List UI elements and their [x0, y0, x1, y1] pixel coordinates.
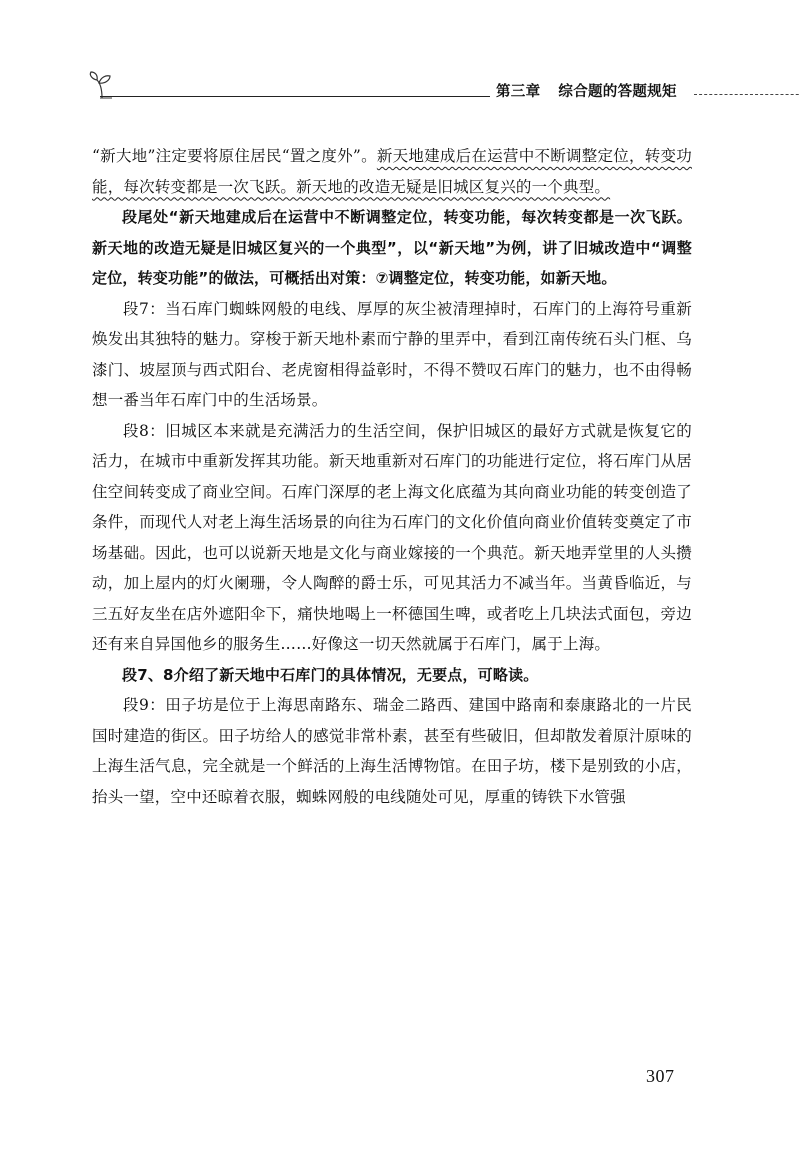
page-body: [92, 141, 692, 812]
analysis-paragraph-1: 段尾处“新天地建成后在运营中不断调整定位，转变功能，每次转变都是一次飞跃。新天地的改造无疑是旧城区复兴的一个典型”，以“新天地”为例，讲了旧城改造中“调整定位，转变功能”的做法，可概括出对策：⑦调整定位，转变功能，如新天地。: [92, 208, 692, 287]
chapter-title: 综合题的答题规矩: [558, 84, 677, 100]
chapter-number: 第三章: [496, 84, 541, 100]
paragraph-9: 段9：田子坊是位于上海思南路东、瑞金二路西、建国中路南和泰康路北的一片民国时建造的街区。田子坊给人的感觉非常朴素，甚至有些破旧，但却散发着原汁原味的上海生活气息，完全就是一个鲜活的上海生活博物馆。在田子坊，楼下是别致的小店，抬头一望，空中还晾着衣服，蜘蛛网般的电线随处可见，厚重的铸铁下水管强: [92, 696, 692, 806]
paragraph-1-underlined: 新天地建成后在运营中不断调整定位，转变功能，每次转变都是一次飞跃。新天地的改造无疑是旧城区复兴的一个典型。: [92, 147, 692, 196]
header-dashed-rule: [694, 94, 800, 95]
page-number: 307: [646, 1066, 675, 1086]
paragraph-7: 段7：当石库门蜘蛛网般的电线、厚厚的灰尘被清理掉时，石库门的上海符号重新焕发出其独特的魅力。穿梭于新天地朴素而宁静的里弄中，看到江南传统石头门框、乌漆门、坡屋顶与西式阳台、老虎窗相得益彰时，不得不赞叹石库门的魅力，也不由得畅想一番当年石库门中的生活场景。: [92, 299, 692, 409]
chapter-heading: [496, 80, 677, 101]
page-header: [86, 70, 726, 104]
paragraph-1-intro: “新大地”注定要将原住居民“置之度外”。: [92, 147, 377, 165]
header-rule: [100, 96, 490, 97]
paragraph-1: [92, 141, 692, 202]
paragraph-8: 段8：旧城区本来就是充满活力的生活空间，保护旧城区的最好方式就是恢复它的活力，在城市中重新发挥其功能。新天地重新对石库门的功能进行定位，将石库门从居住空间转变成了商业空间。石库门深厚的老上海文化底蕴为其向商业功能的转变创造了条件，而现代人对老上海生活场景的向往为石库门的文化价值向商业价值转变奠定了市场基础。因此，也可以说新天地是文化与商业嫁接的一个典范。新天地弄堂里的人头攒动，加上屋内的灯火阑珊，令人陶醉的爵士乐，可见其活力不减当年。当黄昏临近，与三五好友坐在店外遮阳伞下，痛快地喝上一杯德国生啤，或者吃上几块法式面包，旁边还有来自异国他乡的服务生……好像这一切天然就属于石库门，属于上海。: [92, 421, 692, 653]
analysis-paragraph-2: 段7、8介绍了新天地中石库门的具体情况，无要点，可略读。: [122, 665, 539, 684]
